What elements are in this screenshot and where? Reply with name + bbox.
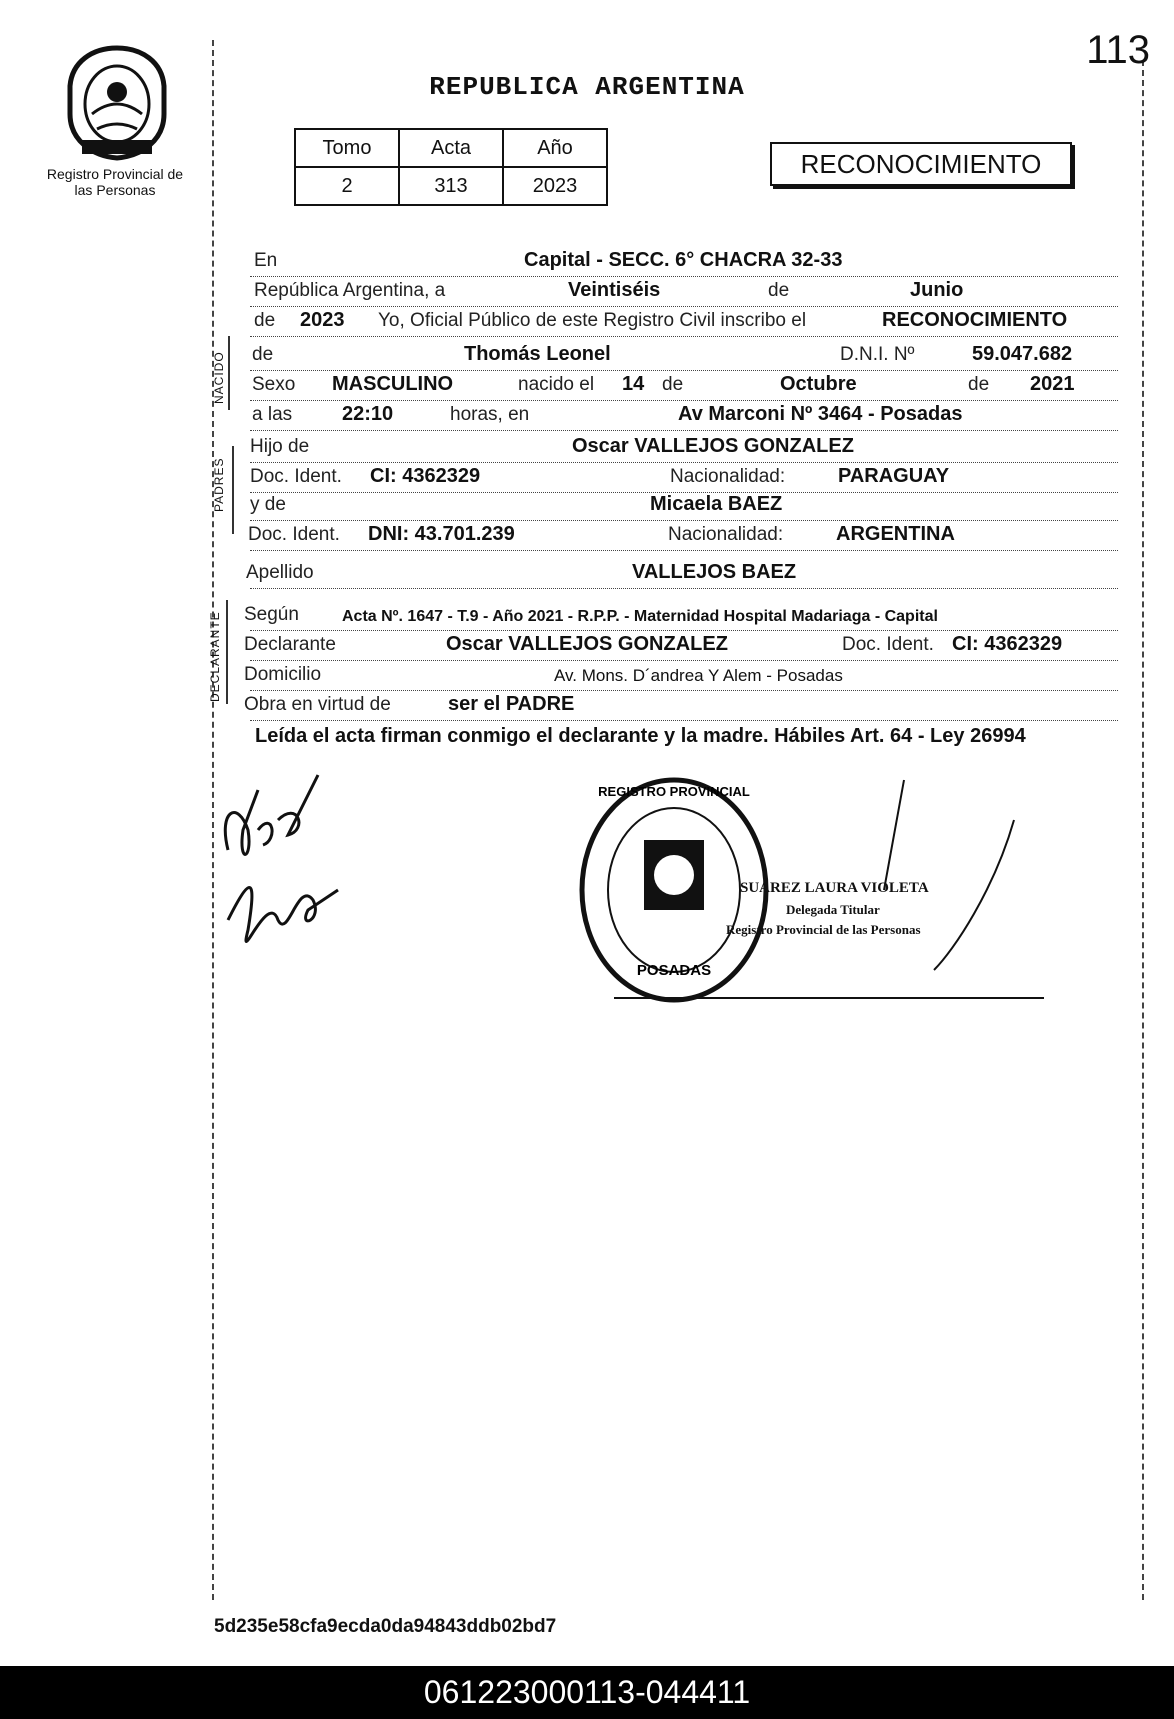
value-dia: Veintiséis xyxy=(568,279,661,301)
value-segun: Acta Nº. 1647 - T.9 - Año 2021 - R.P.P. - Maternidad Hospital Madariaga - Capital xyxy=(342,608,938,625)
label-de-nombre: de xyxy=(252,344,274,365)
label-domicilio: Domicilio xyxy=(244,664,322,685)
value-nac-anio: 2021 xyxy=(1030,373,1075,395)
document-hash: 5d235e58cfa9ecda0da94843ddb02bd7 xyxy=(214,1616,557,1637)
left-margin-line xyxy=(212,40,214,1600)
label-y-de: y de xyxy=(250,494,286,515)
value-lugar: Capital - SECC. 6° CHACRA 32-33 xyxy=(524,249,843,271)
label-doc-padre: Doc. Ident. xyxy=(250,466,342,487)
label-apellido: Apellido xyxy=(246,562,314,583)
official-title: Delegada Titular xyxy=(786,902,880,917)
label-dni: D.N.I. Nº xyxy=(840,344,915,365)
side-label-padres: PADRES xyxy=(212,457,226,512)
label-obra: Obra en virtud de xyxy=(244,694,391,715)
value-padre-nac: PARAGUAY xyxy=(838,465,950,487)
row-lugar xyxy=(250,246,1118,277)
label-de-nac-anio: de xyxy=(968,374,990,395)
label-de-nac-mes: de xyxy=(662,374,684,395)
value-dni: 59.047.682 xyxy=(972,343,1073,365)
row-padre xyxy=(250,432,1118,463)
label-oficial: Yo, Oficial Público de este Registro Civil inscribo el xyxy=(378,310,807,331)
value-domicilio: Av. Mons. D´andrea Y Alem - Posadas xyxy=(554,666,843,685)
row-fecha xyxy=(250,276,1118,307)
value-padre-doc: CI: 4362329 xyxy=(370,465,481,487)
tomo-value: 2 xyxy=(295,167,399,205)
acta-value: 313 xyxy=(399,167,503,205)
value-padre: Oscar VALLEJOS GONZALEZ xyxy=(572,435,854,457)
label-de-year: de xyxy=(254,310,276,331)
row-nombre xyxy=(250,340,1118,371)
label-sexo: Sexo xyxy=(252,374,296,395)
value-nac-mes: Octubre xyxy=(780,373,857,395)
row-inscribe xyxy=(250,306,1118,337)
value-apellido: VALLEJOS BAEZ xyxy=(632,561,797,583)
label-nac-madre: Nacionalidad: xyxy=(668,524,784,545)
nacido-bar xyxy=(228,336,230,410)
label-en: En xyxy=(254,250,278,271)
official-org: Registro Provincial de las Personas xyxy=(726,922,921,937)
value-acto: RECONOCIMIENTO xyxy=(882,309,1068,331)
row-obra xyxy=(244,690,1118,721)
label-de-mes: de xyxy=(768,280,790,301)
label-horas-en: horas, en xyxy=(450,404,530,425)
label-a-las: a las xyxy=(252,404,293,425)
closing-note: Leída el acta firman conmigo el declarante y la madre. Hábiles Art. 64 - Ley 26994 xyxy=(255,725,1026,747)
value-obra: ser el PADRE xyxy=(448,693,575,715)
official-name: SUAREZ LAURA VIOLETA xyxy=(740,880,929,896)
svg-text:POSADAS: POSADAS xyxy=(636,962,712,979)
row-apellido xyxy=(246,558,1118,589)
right-margin-line xyxy=(1142,60,1144,1600)
registry-name: Registro Provincial de las Personas xyxy=(46,166,184,198)
label-declarante: Declarante xyxy=(244,634,336,655)
side-label-declarante: DECLARANTE xyxy=(208,611,222,702)
value-lugar-nac: Av Marconi Nº 3464 - Posadas xyxy=(678,403,963,425)
value-hora: 22:10 xyxy=(342,403,394,425)
row-madre-doc xyxy=(250,520,1118,551)
row-declarante xyxy=(244,630,1118,661)
value-mes: Junio xyxy=(910,279,964,301)
label-doc-madre: Doc. Ident. xyxy=(248,524,340,545)
svg-text:REGISTRO PROVINCIAL: REGISTRO PROVINCIAL xyxy=(598,784,750,799)
row-domicilio xyxy=(244,660,1118,691)
row-hora xyxy=(250,400,1118,431)
anio-value: 2023 xyxy=(503,167,607,205)
value-madre: Micaela BAEZ xyxy=(650,493,783,515)
page-number: 113 xyxy=(1086,28,1150,72)
value-declarante: Oscar VALLEJOS GONZALEZ xyxy=(446,633,728,655)
label-segun: Según xyxy=(244,604,299,625)
value-nac-dia: 14 xyxy=(622,373,645,395)
value-declarante-doc: CI: 4362329 xyxy=(952,633,1063,655)
padres-bar xyxy=(232,446,234,534)
footer-code: 061223000113-044411 xyxy=(0,1666,1174,1719)
value-madre-doc: DNI: 43.701.239 xyxy=(368,523,515,545)
acta-header: Acta xyxy=(399,129,503,167)
value-anio: 2023 xyxy=(300,309,345,331)
act-type-box: RECONOCIMIENTO xyxy=(770,142,1072,186)
document-title: REPUBLICA ARGENTINA xyxy=(429,72,745,102)
row-sexo xyxy=(250,370,1118,401)
row-madre xyxy=(250,490,1118,521)
province-crest-icon xyxy=(62,44,172,162)
side-label-nacido: NACIDO xyxy=(212,351,226,404)
anio-header: Año xyxy=(503,129,607,167)
declarante-bar xyxy=(226,600,228,704)
label-nacido-el: nacido el xyxy=(518,374,595,395)
tomo-header: Tomo xyxy=(295,129,399,167)
label-hijo-de: Hijo de xyxy=(250,436,310,457)
value-sexo: MASCULINO xyxy=(332,373,454,395)
value-madre-nac: ARGENTINA xyxy=(836,523,955,545)
row-padre-doc xyxy=(250,462,1118,493)
signature-declarante xyxy=(218,770,348,970)
row-segun xyxy=(244,600,1118,631)
record-table xyxy=(294,128,608,206)
label-republica: República Argentina, a xyxy=(254,280,446,301)
label-nac-padre: Nacionalidad: xyxy=(670,466,786,487)
value-nombre: Thomás Leonel xyxy=(464,343,611,365)
label-doc-declarante: Doc. Ident. xyxy=(842,634,934,655)
